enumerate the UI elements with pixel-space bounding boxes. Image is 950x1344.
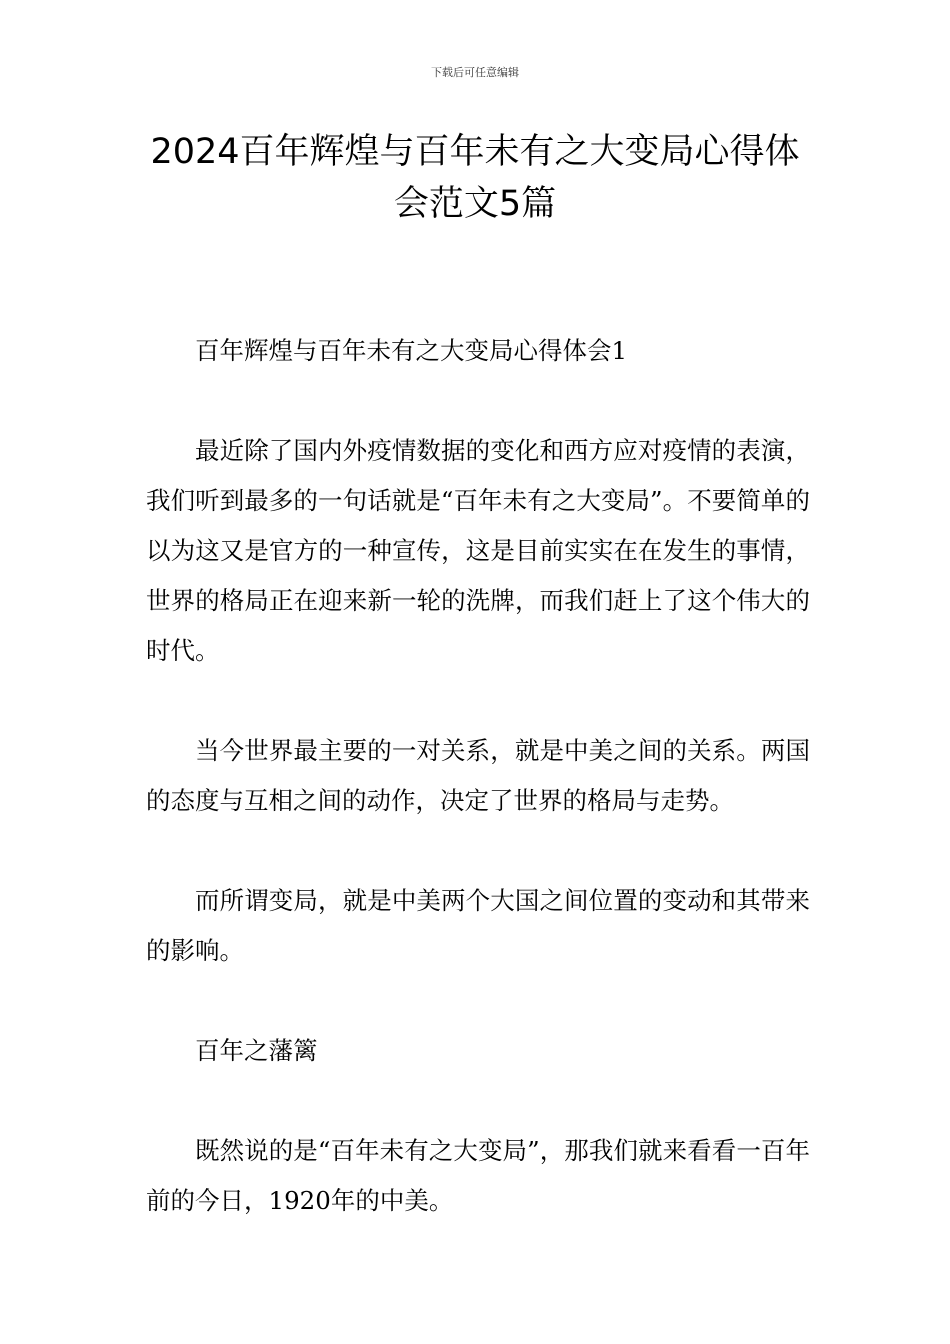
document-title: 2024百年辉煌与百年未有之大变局心得体会范文5篇	[150, 132, 800, 224]
page-header-note: 下载后可任意编辑	[431, 66, 519, 79]
paragraph-2: 当今世界最主要的一对关系，就是中美之间的关系。两国的态度与互相之间的动作，决定了世界的格局与走势。	[146, 736, 810, 815]
paragraph-1: 最近除了国内外疫情数据的变化和西方应对疫情的表演，我们听到最多的一句话就是“百年未有之大变局”。不要简单的以为这又是官方的一种宣传，这是目前实实在在发生的事情，世界的格局正在迎来新一轮的洗牌，而我们赶上了这个伟大的时代。	[146, 436, 810, 665]
paragraph-4: 既然说的是“百年未有之大变局”，那我们就来看看一百年前的今日，1920年的中美。	[146, 1136, 810, 1215]
document-body	[146, 326, 810, 1276]
section-heading-2: 百年之藩篱	[195, 1036, 318, 1065]
paragraph-3: 而所谓变局，就是中美两个大国之间位置的变动和其带来的影响。	[146, 886, 810, 965]
section-heading-1: 百年辉煌与百年未有之大变局心得体会1	[195, 336, 628, 365]
